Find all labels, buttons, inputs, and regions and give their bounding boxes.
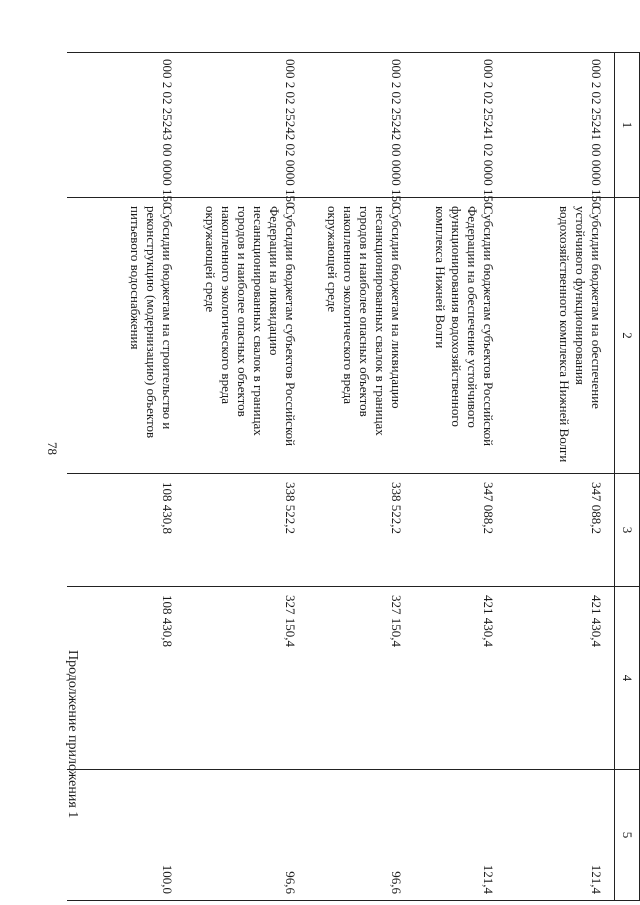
page-number: 78 xyxy=(45,442,60,455)
column-5-value-cell: 100,0 xyxy=(67,770,185,901)
table-row xyxy=(67,53,185,901)
column-header-2: 2 xyxy=(615,198,640,474)
continuation-label: Продолжение приложения 1 xyxy=(65,650,80,819)
column-5-value-cell: 96,6 xyxy=(308,770,414,901)
budget-code-cell: 000 2 02 25243 00 0000 150 xyxy=(67,53,185,198)
description-cell: Субсидии бюджетам на обеспечение устойчивого функционирования водохозяйственного комплекса Нижней Волги xyxy=(506,198,615,474)
description-cell: Субсидии бюджетам субъектов Российской Федерации на ликвидацию несанкционированных свалок в границах городов и наиболее опасных объектов накопленного экологического вреда окружающей среде xyxy=(185,198,308,474)
column-header-4: 4 xyxy=(615,587,640,770)
column-3-value-cell: 347 088,2 xyxy=(414,474,506,587)
description-cell: Субсидии бюджетам субъектов Российской Федерации на обеспечение устойчивого функционирования водохозяйственного комплекса Нижней Волги xyxy=(414,198,506,474)
table-row xyxy=(414,53,506,901)
budget-code-cell: 000 2 02 25241 02 0000 150 xyxy=(414,53,506,198)
budget-code-cell: 000 2 02 25242 00 0000 150 xyxy=(308,53,414,198)
column-3-value-cell: 108 430,8 xyxy=(67,474,185,587)
column-4-value-cell: 327 150,4 xyxy=(308,587,414,770)
column-4-value-cell: 421 430,4 xyxy=(506,587,615,770)
column-3-value-cell: 338 522,2 xyxy=(185,474,308,587)
column-header-5: 5 xyxy=(615,770,640,901)
column-4-value-cell: 327 150,4 xyxy=(185,587,308,770)
column-4-value-cell: 421 430,4 xyxy=(414,587,506,770)
description-cell: Субсидии бюджетам на строительство и реконструкцию (модернизацию) объектов питьевого водоснабжения xyxy=(67,198,185,474)
table-row xyxy=(506,53,615,901)
column-header-1: 1 xyxy=(615,53,640,198)
table-row xyxy=(308,53,414,901)
table-row xyxy=(185,53,308,901)
column-3-value-cell: 347 088,2 xyxy=(506,474,615,587)
table-header-row xyxy=(615,53,640,901)
column-4-value-cell: 108 430,8 xyxy=(67,587,185,770)
description-cell: Субсидии бюджетам на ликвидацию несанкционированных свалок в границах городов и наиболее опасных объектов накопленного экологического вреда окружающей среде xyxy=(308,198,414,474)
column-5-value-cell: 121,4 xyxy=(506,770,615,901)
budget-table xyxy=(67,52,640,901)
budget-code-cell: 000 2 02 25242 02 0000 150 xyxy=(185,53,308,198)
column-5-value-cell: 96,6 xyxy=(185,770,308,901)
column-header-3: 3 xyxy=(615,474,640,587)
column-5-value-cell: 121,4 xyxy=(414,770,506,901)
column-3-value-cell: 338 522,2 xyxy=(308,474,414,587)
budget-code-cell: 000 2 02 25241 00 0000 150 xyxy=(506,53,615,198)
